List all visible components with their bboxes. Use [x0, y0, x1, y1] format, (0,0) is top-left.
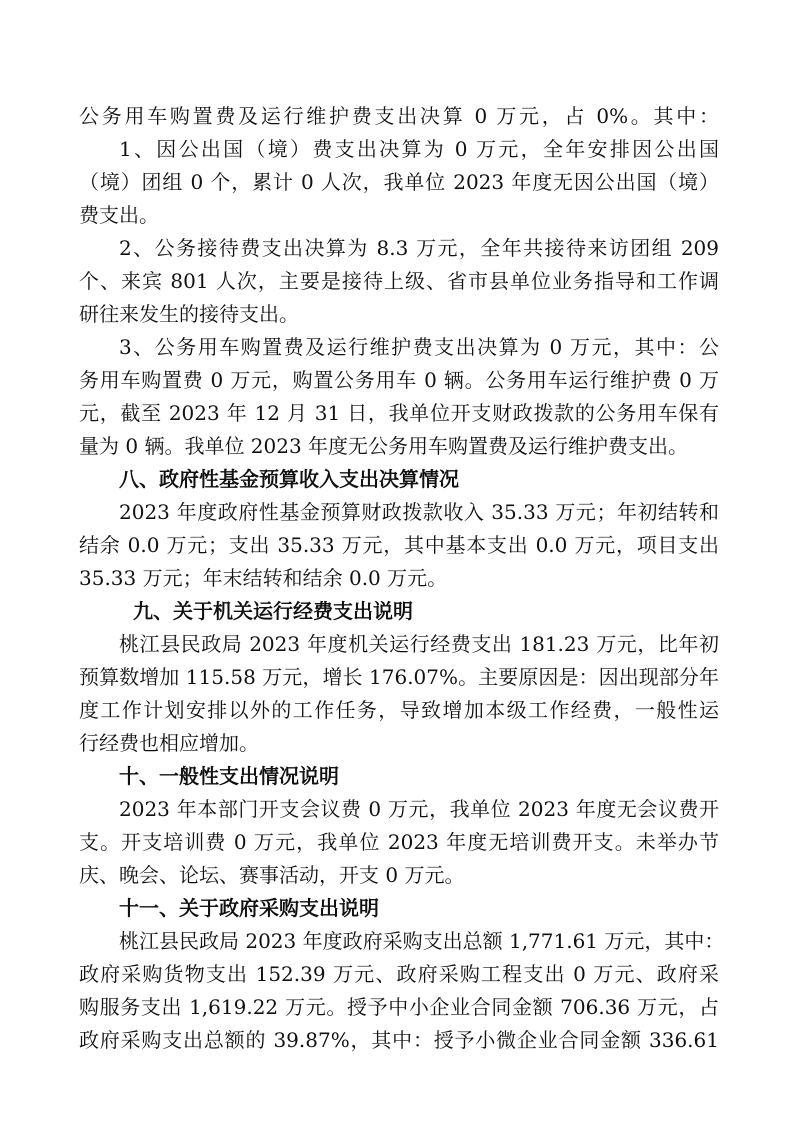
section-heading: 八、政府性基金预算收入支出决算情况: [119, 467, 459, 491]
paragraph-line: 预算数增加 115.58 万元，增长 176.07%。主要原因是：因出现部分年: [79, 665, 719, 689]
section-heading: 十一、关于政府采购支出说明: [119, 896, 379, 920]
section-heading: 九、关于机关运行经费支出说明: [133, 599, 413, 623]
paragraph-line: 35.33 万元；年末结转和结余 0.0 万元。: [79, 566, 448, 590]
paragraph-line: 桃江县民政局 2023 年度机关运行经费支出 181.23 万元，比年初: [119, 632, 719, 656]
paragraph-line: 2023 年本部门开支会议费 0 万元，我单位 2023 年度无会议费开: [119, 797, 719, 821]
paragraph-line: 1、因公出国（境）费支出决算为 0 万元，全年安排因公出国: [119, 137, 719, 161]
paragraph-line: 量为 0 辆。我单位 2023 年度无公务用车购置费及运行维护费支出。: [79, 434, 689, 458]
paragraph-line: 务用车购置费 0 万元，购置公务用车 0 辆。公务用车运行维护费 0 万: [79, 368, 719, 392]
paragraph-line: 2、公务接待费支出决算为 8.3 万元，全年共接待来访团组 209: [119, 236, 719, 260]
paragraph-line: 研往来发生的接待支出。: [79, 302, 299, 326]
paragraph-line: 支。开支培训费 0 万元，我单位 2023 年度无培训费开支。未举办节: [79, 830, 719, 854]
paragraph-line: 2023 年度政府性基金预算财政拨款收入 35.33 万元；年初结转和: [119, 500, 719, 524]
paragraph-line: 购服务支出 1,619.22 万元。授予中小企业合同金额 706.36 万元，占: [79, 995, 719, 1019]
paragraph-line: 公务用车购置费及运行维护费支出决算 0 万元，占 0%。其中：: [79, 104, 719, 128]
paragraph-line: 3、公务用车购置费及运行维护费支出决算为 0 万元，其中：公: [119, 335, 719, 359]
paragraph-line: 政府采购货物支出 152.39 万元、政府采购工程支出 0 万元、政府采: [79, 962, 719, 986]
section-heading: 十、一般性支出情况说明: [119, 764, 339, 788]
paragraph-line: 度工作计划安排以外的工作任务，导致增加本级工作经费，一般性运: [79, 698, 719, 722]
paragraph-line: 行经费也相应增加。: [79, 731, 259, 755]
paragraph-line: 结余 0.0 万元；支出 35.33 万元，其中基本支出 0.0 万元，项目支出: [79, 533, 719, 557]
paragraph-line: 庆、晚会、论坛、赛事活动，开支 0 万元。: [79, 863, 465, 887]
paragraph-line: 个、来宾 801 人次，主要是接待上级、省市县单位业务指导和工作调: [79, 269, 719, 293]
paragraph-line: 桃江县民政局 2023 年度政府采购支出总额 1,771.61 万元，其中：: [119, 929, 725, 953]
paragraph-line: 费支出。: [79, 203, 159, 227]
paragraph-line: 政府采购支出总额的 39.87%，其中：授予小微企业合同金额 336.61: [79, 1028, 719, 1052]
paragraph-line: 元，截至 2023 年 12 月 31 日，我单位开支财政拨款的公务用车保有: [79, 401, 719, 425]
paragraph-line: （境）团组 0 个，累计 0 人次，我单位 2023 年度无因公出国（境）: [79, 170, 719, 194]
